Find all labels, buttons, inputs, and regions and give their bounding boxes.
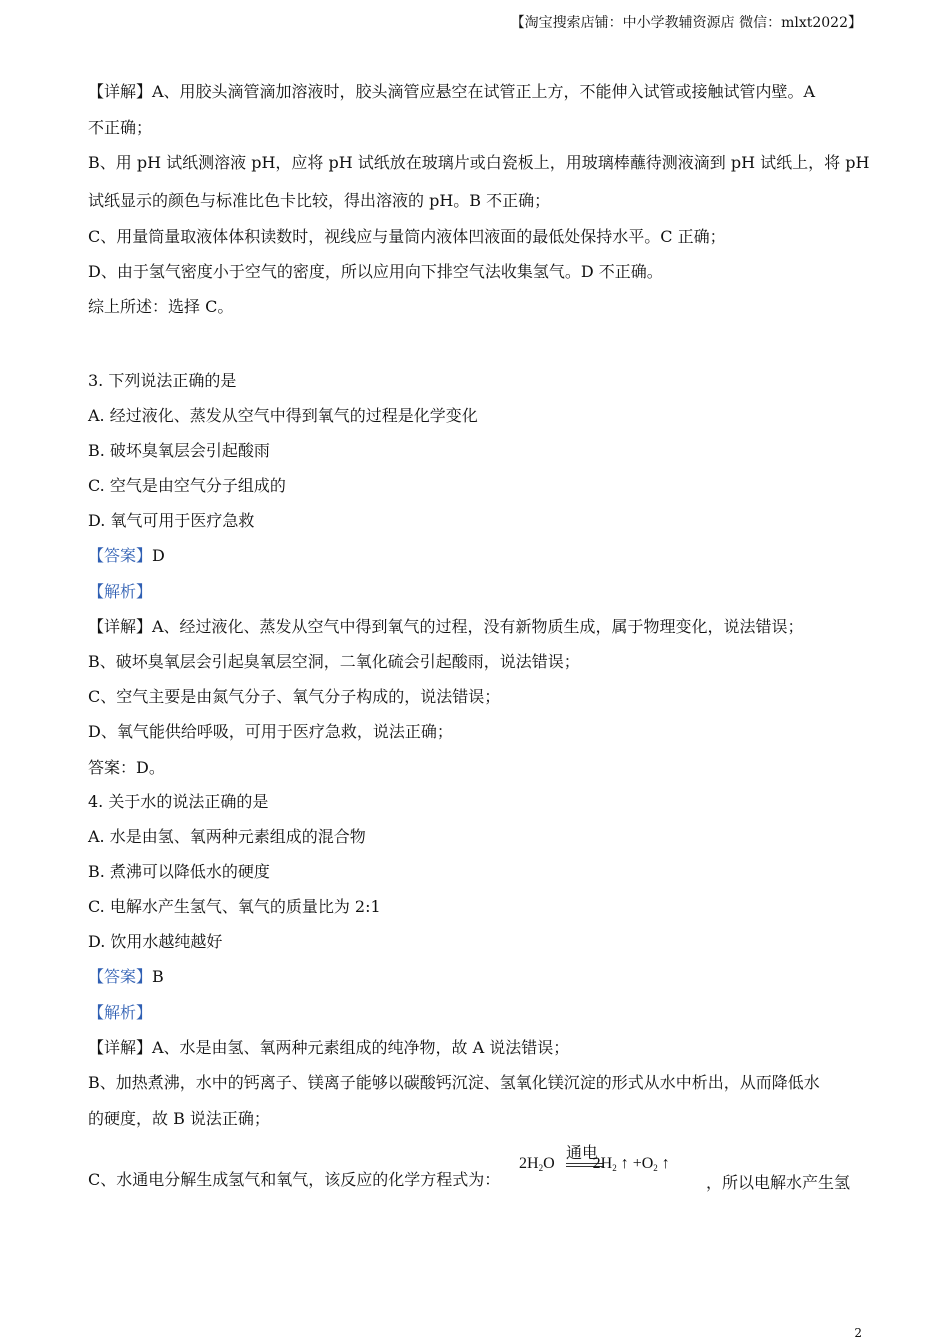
q4-detail-line-4: C、水通电分解生成氢气和氧气，该反应的化学方程式为： bbox=[88, 1170, 501, 1189]
answer-value: D bbox=[152, 546, 165, 565]
q2-detail-line-3: B、用 pH 试纸测溶液 pH，应将 pH 试纸放在玻璃片或白瓷板上，用玻璃棒蘸待测液滴到 pH 试纸上，将 pH bbox=[88, 153, 870, 172]
equation-condition: 通电 bbox=[566, 1143, 599, 1162]
page-number: 2 bbox=[854, 1326, 862, 1340]
eq-gas-arrow: ↑ bbox=[661, 1155, 670, 1172]
answer-tag: 【答案】 bbox=[88, 967, 153, 986]
q3-analysis-tag: 【解析】 bbox=[88, 582, 153, 601]
q2-conclusion: 综上所述：选择 C。 bbox=[88, 297, 234, 316]
q4-option-c: C. 电解水产生氢气、氧气的质量比为 2:1 bbox=[88, 897, 381, 916]
q4-detail-line-3: 的硬度，故 B 说法正确； bbox=[88, 1109, 270, 1128]
q4-detail-line-4-tail: ，所以电解水产生氢 bbox=[706, 1173, 851, 1192]
q2-detail-line-6: D、由于氢气密度小于空气的密度，所以应用向下排空气法收集氢气。D 不正确。 bbox=[88, 262, 663, 281]
q4-option-b: B. 煮沸可以降低水的硬度 bbox=[88, 862, 270, 881]
eq-hydrogen: 2H bbox=[592, 1155, 613, 1172]
q3-detail-line-1: 【详解】A、经过液化、蒸发从空气中得到氧气的过程，没有新物质生成，属于物理变化，说法错误； bbox=[88, 617, 804, 636]
eq-water-coef: 2H bbox=[519, 1155, 539, 1172]
q4-stem: 4. 关于水的说法正确的是 bbox=[88, 792, 269, 811]
eq-oxygen-sub: 2 bbox=[653, 1163, 658, 1173]
q3-option-d: D. 氧气可用于医疗急救 bbox=[88, 511, 255, 530]
q4-option-a: A. 水是由氢、氧两种元素组成的混合物 bbox=[88, 827, 366, 846]
eq-hydrogen-sub: 2 bbox=[612, 1163, 617, 1173]
q3-conclusion: 答案：D。 bbox=[88, 758, 165, 777]
q3-detail-line-2: B、破坏臭氧层会引起臭氧层空洞，二氧化硫会引起酸雨，说法错误； bbox=[88, 652, 580, 671]
q2-detail-line-1: 【详解】A、用胶头滴管滴加溶液时，胶头滴管应悬空在试管正上方，不能伸入试管或接触试管内壁。A bbox=[88, 82, 816, 101]
q4-answer bbox=[88, 967, 164, 987]
eq-water-o: O bbox=[543, 1155, 555, 1172]
q3-answer bbox=[88, 546, 165, 566]
q4-option-d: D. 饮用水越纯越好 bbox=[88, 932, 223, 951]
q3-option-b: B. 破坏臭氧层会引起酸雨 bbox=[88, 441, 270, 460]
q4-analysis-tag: 【解析】 bbox=[88, 1003, 153, 1022]
answer-value: B bbox=[152, 967, 164, 986]
q3-detail-line-4: D、氧气能供给呼吸，可用于医疗急救，说法正确； bbox=[88, 722, 453, 741]
page-header: 【淘宝搜索店铺：中小学教辅资源店 微信：mlxt2022】 bbox=[510, 15, 862, 31]
q2-detail-line-4: 试纸显示的颜色与标准比色卡比较，得出溶液的 pH。B 不正确； bbox=[88, 191, 551, 210]
q3-option-c: C. 空气是由空气分子组成的 bbox=[88, 476, 286, 495]
q4-detail-line-2: B、加热煮沸，水中的钙离子、镁离子能够以碳酸钙沉淀、氢氧化镁沉淀的形式从水中析出，从而降低水 bbox=[88, 1073, 820, 1092]
q3-option-a: A. 经过液化、蒸发从空气中得到氧气的过程是化学变化 bbox=[88, 406, 478, 425]
answer-tag: 【答案】 bbox=[88, 546, 153, 565]
q2-detail-line-5: C、用量筒量取液体体积读数时，视线应与量筒内液体凹液面的最低处保持水平。C 正确； bbox=[88, 227, 726, 246]
eq-oxygen: ↑ +O bbox=[620, 1155, 654, 1172]
q4-detail-line-1: 【详解】A、水是由氢、氧两种元素组成的纯净物，故 A 说法错误； bbox=[88, 1038, 570, 1057]
q3-stem: 3. 下列说法正确的是 bbox=[88, 371, 237, 390]
q3-detail-line-3: C、空气主要是由氮气分子、氧气分子构成的，说法错误； bbox=[88, 687, 501, 706]
q2-detail-line-2: 不正确； bbox=[88, 118, 153, 137]
eq-water-sub: 2 bbox=[538, 1163, 544, 1173]
chemical-equation bbox=[519, 1155, 670, 1173]
